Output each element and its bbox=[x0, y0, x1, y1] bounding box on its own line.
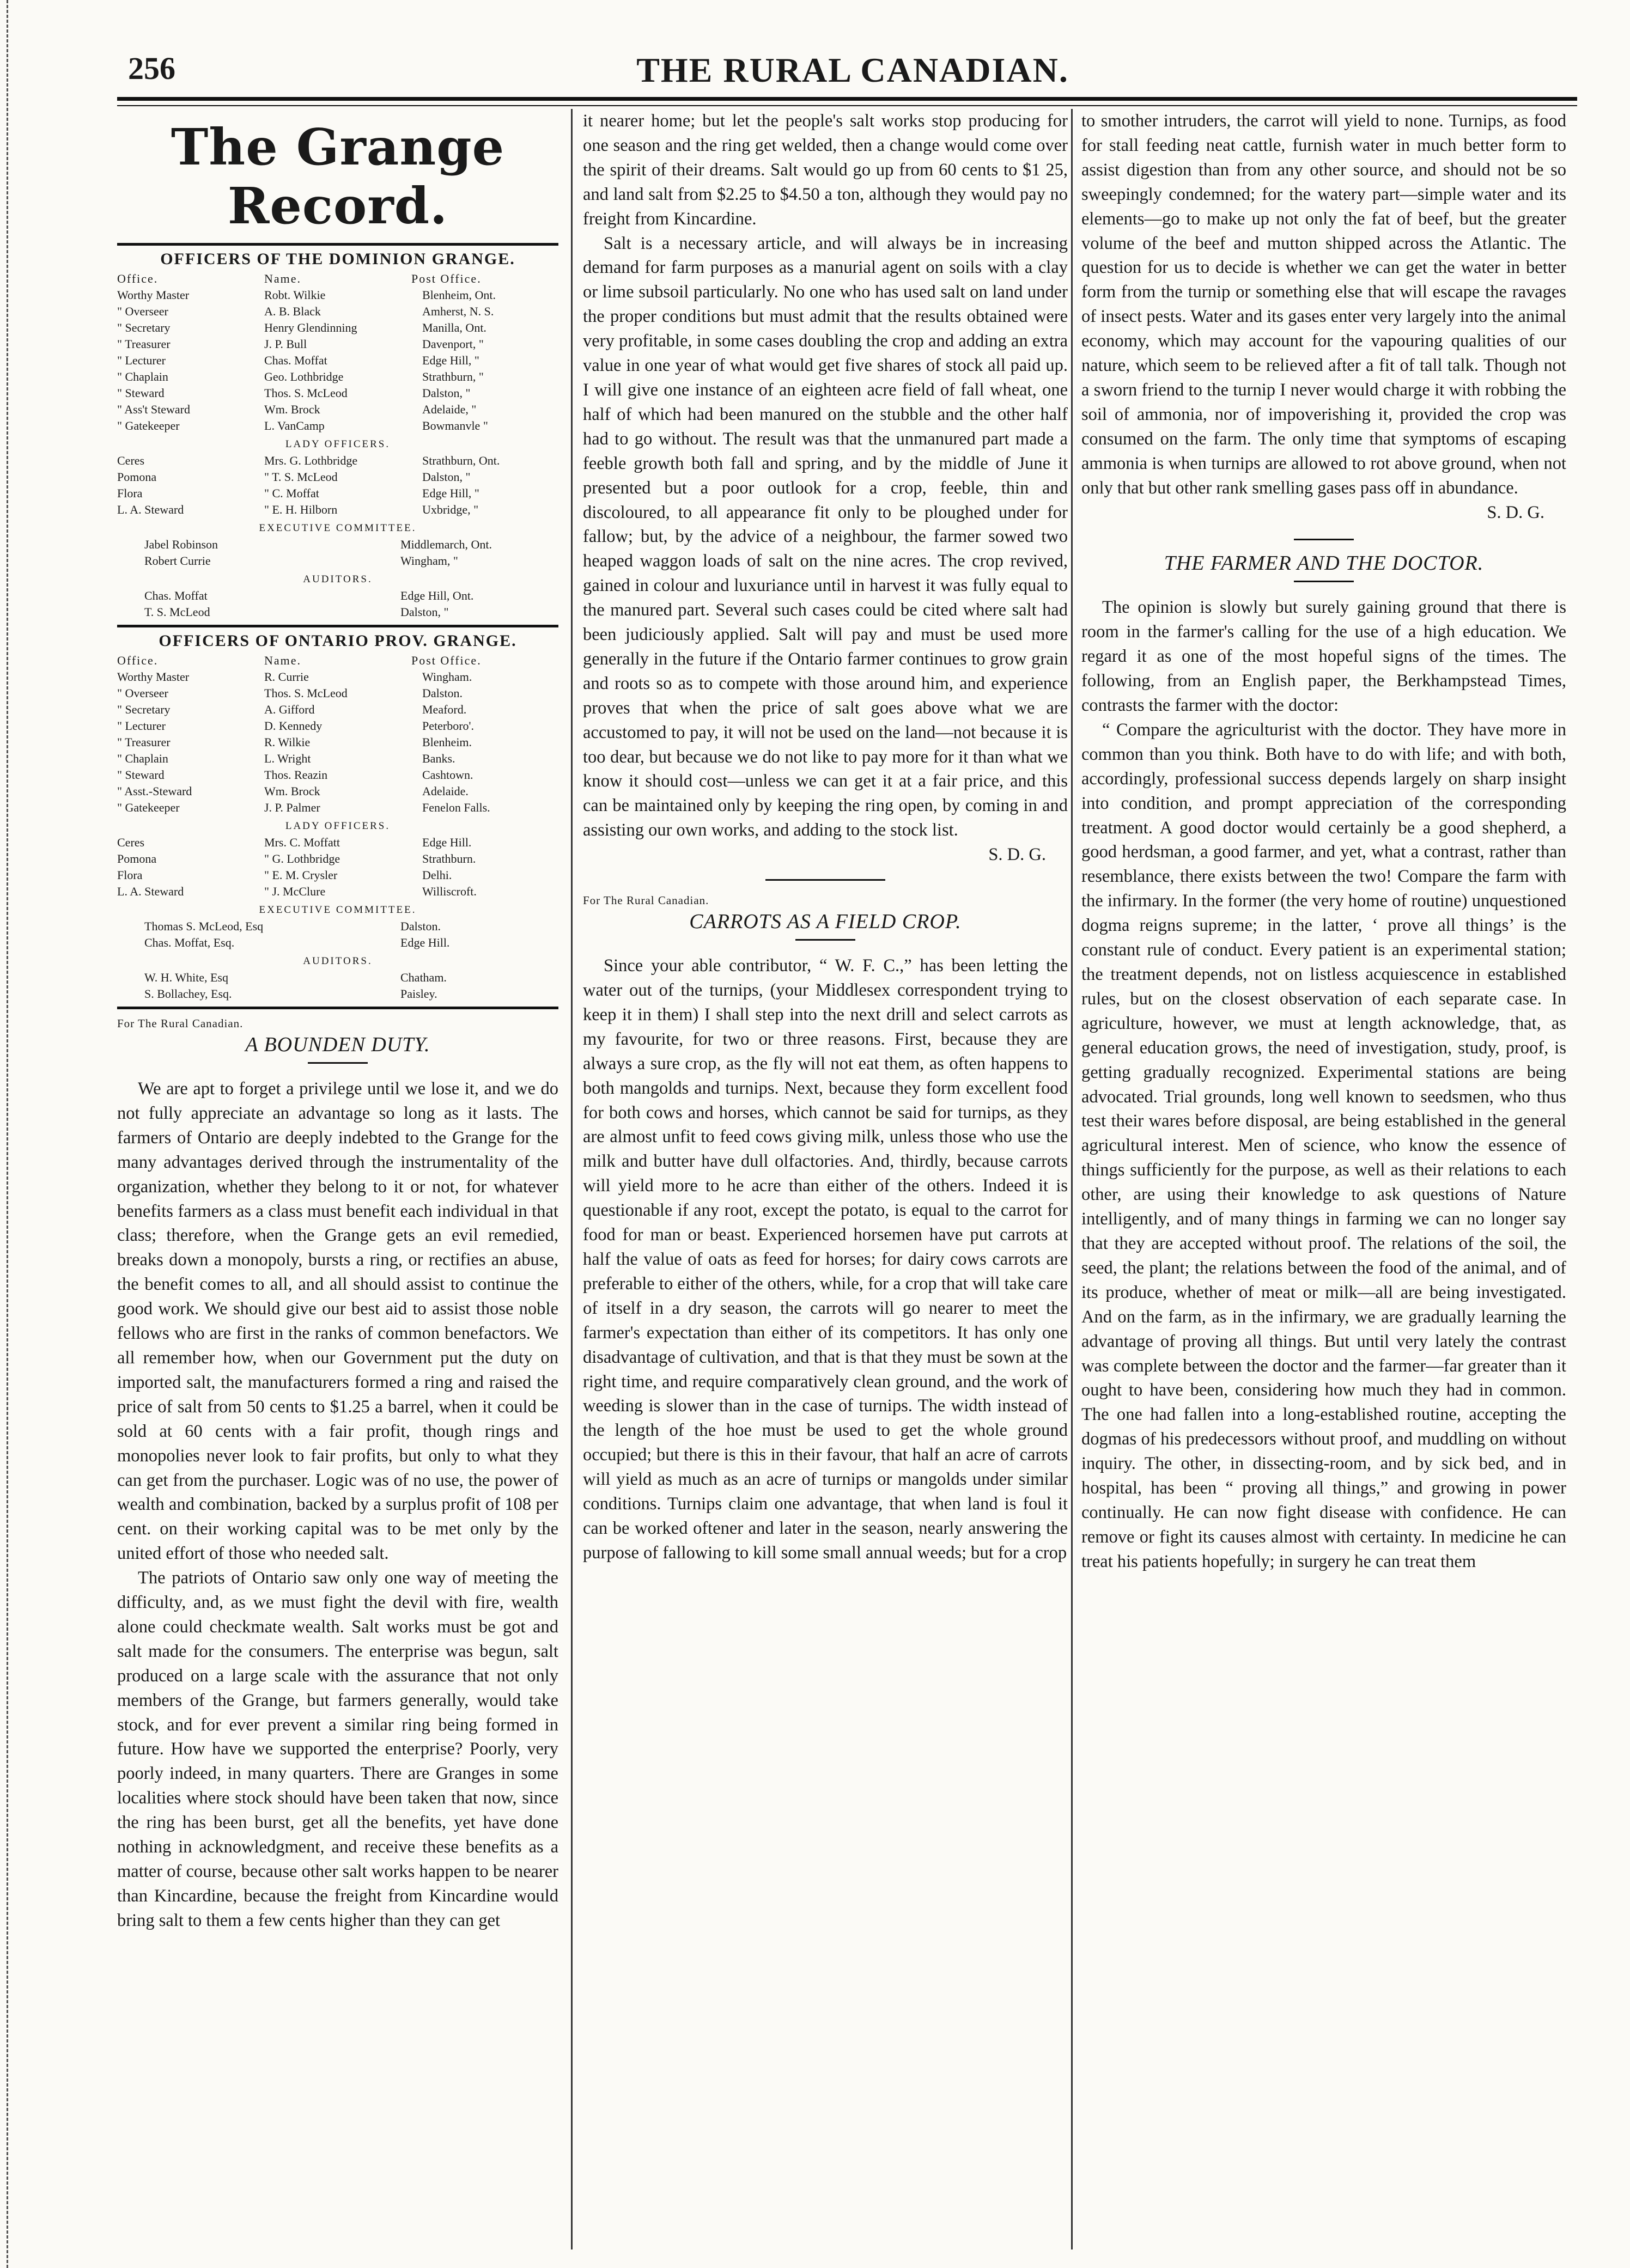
officer-row bbox=[117, 867, 558, 883]
officer-office: " Ass't Steward bbox=[117, 403, 190, 416]
column-1 bbox=[117, 109, 558, 2255]
officer-post-office: Adelaide. bbox=[422, 784, 469, 798]
article-body bbox=[583, 954, 1068, 1565]
officer-name: R. Currie bbox=[264, 670, 309, 684]
member-name: Chas. Moffat bbox=[144, 589, 208, 602]
officer-post-office: Banks. bbox=[422, 752, 455, 765]
article-body bbox=[1081, 595, 1566, 1574]
officer-row bbox=[117, 369, 558, 385]
officer-name: " T. S. McLeod bbox=[264, 470, 338, 484]
sub-heading: AUDITORS. bbox=[303, 574, 373, 585]
page-header bbox=[128, 50, 1577, 99]
column-header: Office. bbox=[117, 654, 159, 667]
article-body bbox=[117, 1077, 558, 1933]
member-row bbox=[117, 536, 558, 553]
member-name: Thomas S. McLeod, Esq bbox=[144, 919, 264, 933]
divider bbox=[117, 243, 558, 246]
officer-office: " Secretary bbox=[117, 703, 171, 716]
sub-heading: EXECUTIVE COMMITTEE. bbox=[259, 904, 417, 916]
column-header: Post Office. bbox=[411, 272, 482, 285]
paragraph bbox=[1081, 109, 1566, 525]
officer-name: " E. H. Hilborn bbox=[264, 503, 338, 516]
article-title: THE FARMER AND THE DOCTOR. bbox=[1164, 552, 1484, 575]
page-title: THE RURAL CANADIAN. bbox=[636, 51, 1069, 89]
officer-post-office: Edge Hill, " bbox=[422, 353, 479, 367]
officer-name: A. B. Black bbox=[264, 304, 321, 318]
paragraph: The patriots of Ontario saw only one way of meeting the difficulty, and, as we must fight the devil with fire, wealth alone could checkmate wealth. Salt works must be got and salt made for the consumers. The enterprise was begun, salt produced on a large scale with the assurance that not only members of the Grange, but farmers generally, would take stock, and for ever prevent a similar ring being formed in future. How have we supported the enterprise? Poorly, very poorly indeed, in many quarters. There are Granges in some localities where stock should have been taken that now, since the ring has been burst, get all the benefits, yet have done nothing in acknowledgment, and receive these benefits as a matter of course, because other salt works happen to be nearer than Kincardine, because the freight from Kincardine would bring salt to them a few cents higher than they can get bbox=[117, 1568, 558, 1930]
member-post-office: Middlemarch, Ont. bbox=[400, 538, 492, 551]
officer-row bbox=[117, 502, 558, 518]
member-name: Robert Currie bbox=[144, 554, 211, 568]
officer-office: " Gatekeeper bbox=[117, 801, 180, 814]
officer-post-office: Edge Hill. bbox=[422, 836, 472, 849]
member-name: Chas. Moffat, Esq. bbox=[144, 936, 235, 949]
officer-row bbox=[117, 767, 558, 783]
officer-office: L. A. Steward bbox=[117, 503, 184, 516]
column-header: Office. bbox=[117, 272, 159, 285]
officer-office: " Lecturer bbox=[117, 719, 166, 733]
officer-office: " Steward bbox=[117, 768, 165, 782]
column-header: Name. bbox=[264, 272, 302, 285]
officer-office: Flora bbox=[117, 486, 143, 500]
member-post-office: Dalston, " bbox=[400, 605, 449, 619]
column-rule bbox=[1071, 109, 1073, 2249]
auditor-list bbox=[117, 970, 558, 1002]
officer-office: " Chaplain bbox=[117, 370, 168, 383]
officer-row bbox=[117, 851, 558, 867]
article-end-rule bbox=[1294, 539, 1354, 540]
officer-post-office: Edge Hill, " bbox=[422, 486, 479, 500]
dominion-grange-officers bbox=[117, 250, 558, 620]
paragraph: it nearer home; but let the people's salt works stop producing for one season and the ring get welded, then a change would come over the spirit of their dreams. Salt would go up from 60 cents to $1 25, and land salt from $2.25 to $4.50 a ton, although they would pay no freight from Kincardine. bbox=[583, 111, 1068, 229]
officer-post-office: Blenheim, Ont. bbox=[422, 288, 496, 302]
member-post-office: Edge Hill. bbox=[400, 936, 450, 949]
officer-name: Thos. S. McLeod bbox=[264, 686, 348, 700]
officer-list bbox=[117, 669, 558, 816]
officer-post-office: Strathburn, " bbox=[422, 370, 484, 383]
officer-row bbox=[117, 485, 558, 502]
officer-name: D. Kennedy bbox=[264, 719, 323, 733]
officer-post-office: Cashtown. bbox=[422, 768, 473, 782]
officer-post-office: Amherst, N. S. bbox=[422, 304, 494, 318]
officer-office: Worthy Master bbox=[117, 288, 190, 302]
officer-row bbox=[117, 352, 558, 369]
sub-heading: LADY OFFICERS. bbox=[285, 438, 391, 450]
officer-name: Thos. Reazin bbox=[264, 768, 328, 782]
officer-row bbox=[117, 336, 558, 352]
paragraph: Since your able contributor, “ W. F. C.,” has been letting the water out of the turnips, (your Middlesex correspondent trying to keep it in them) I shall step into the next drill and select carrots as my favourite, for two or three reasons. First, because they are always a sure crop, as the fly will not eat them, as often happens to both mangolds and turnips. Next, because they form excellent food for both cows and horses, which cannot be said for turnips, as they are almost unfit to feed cows giving milk, unless those who use the milk and butter have dull olfactories. And, thirdly, because carrots will yield more to he acre than either of the others. Indeed it is questionable if any root, except the potato, is equal to the carrot for food for man or beast. Experienced horsemen have put carrots at half the value of oats as feed for horses; for dairy cows carrots are preferable to either of the others, while, for a crop that will take care of itself in a dry season, the carrots will go nearer to meet the farmer's expectation than either of its competitors. It has only one disadvantage of cultivation, and that is that they must be sown at the right time, and require comparatively clean ground, and the work of weeding is slower than in the case of turnips. The width instead of the length of the hoe must be used to get the whole ground occupied; but there is this in their favour, that half an acre of carrots will yield as much as an acre of turnips or mangolds under similar conditions. Turnips claim one advantage, that when land is foul it can be worked oftener and later in the season, nearly answering the purpose of fallowing to kill some small annual weeds; but for a crop bbox=[583, 956, 1068, 1563]
member-row bbox=[117, 935, 558, 951]
article-body-continued bbox=[1081, 109, 1566, 525]
paragraph-text: to smother intruders, the carrot will yield to none. Turnips, as food for stall feeding neat cattle, furnish water in much better form to assist digestion than from any other source, and should not be so sweepingly condemned; for the watery part—simple water and its elements—go to make up not only the fat of beef, but the greater volume of the beef and mutton shipped across the Atlantic. The question for us to decide is whether we can get the water in better form from the turnip or something else that will escape the ravages of insect pests. Water and its gases enter very largely into the animal economy, which may account for the vapouring qualities of our nature, which seem to be relieved after a fit of tall talk. Though not a sworn friend to the turnip I never would charge it with robbing the soil of ammonia, nor of impoverishing it, provided the crop was consumed on the farm. The only time that symptoms of escaping ammonia is when turnips are allowed to rot above ground, when not only that but other rank smelling gases pass off in abundance. bbox=[1081, 111, 1566, 498]
officer-row bbox=[117, 453, 558, 469]
officer-post-office: Williscroft. bbox=[422, 885, 477, 898]
officer-post-office: Dalston, " bbox=[422, 470, 471, 484]
officer-post-office: Uxbridge, " bbox=[422, 503, 479, 516]
officer-post-office: Strathburn. bbox=[422, 852, 476, 865]
title-rule bbox=[308, 1062, 368, 1064]
officer-post-office: Dalston, " bbox=[422, 386, 471, 400]
officer-post-office: Peterboro'. bbox=[422, 719, 474, 733]
paragraph-text: Salt is a necessary article, and will always be in increasing demand for farm purposes as a manurial agent on soils with a clay or lime subsoil particularly. No one who has used salt on land under the proper conditions but must admit that the results obtained were very profitable, in some cases doubling the crop and adding an extra value in one year of what would get five shares of stock all paid up. I will give one instance of an eighteen acre field of fall wheat, one half of which had been manured on the stubble and the other half had to go without. The result was that the unmanured part made a feeble growth both fall and spring, and by the middle of June it presented but a poor outlook for a crop, feeble, thin and discoloured, to all appearance fit only to be ploughed under for fallow; but, by the advice of a neighbour, the farmer sowed two heaped waggon loads of salt on the nine acres. The crop revived, gained in colour and luxuriance until in harvest it was fully equal to the manured part. Several such cases could be cited where salt had been judiciously applied. Salt will pay and must be used more generally in the future if the Ontario farmer continues to grow grain and roots so as to compete with those around him, and experience proves that when the price of salt goes above what we are accustomed to pay, it will not be used on the land—not because it is too dear, but because we do not like to pay more for it than what we know it should cost—unless we can get it at a fair price, and this can be maintained only by keeping the ring open, by coming in and assisting our own works, and adding to the stock list. bbox=[583, 233, 1068, 840]
officer-name: Wm. Brock bbox=[264, 403, 320, 416]
officer-row bbox=[117, 287, 558, 303]
signature: S. D. G. bbox=[988, 845, 1046, 865]
officer-post-office: Meaford. bbox=[422, 703, 467, 716]
signature: S. D. G. bbox=[1487, 502, 1544, 522]
member-post-office: Paisley. bbox=[400, 987, 437, 1001]
officer-name: Mrs. G. Lothbridge bbox=[264, 454, 358, 467]
officer-office: " Overseer bbox=[117, 304, 168, 318]
officer-name: Chas. Moffat bbox=[264, 353, 327, 367]
member-row bbox=[117, 588, 558, 604]
officer-name: Mrs. C. Moffatt bbox=[264, 836, 340, 849]
officer-row bbox=[117, 385, 558, 401]
column-header: Name. bbox=[264, 654, 302, 667]
member-name: W. H. White, Esq bbox=[144, 971, 228, 984]
officer-office: Ceres bbox=[117, 836, 145, 849]
officer-name: " E. M. Crysler bbox=[264, 868, 338, 882]
officer-name: Wm. Brock bbox=[264, 784, 320, 798]
auditor-list bbox=[117, 588, 558, 620]
page-number: 256 bbox=[128, 51, 175, 86]
officer-list bbox=[117, 287, 558, 434]
officer-row bbox=[117, 469, 558, 485]
officer-name: J. P. Palmer bbox=[264, 801, 320, 814]
officer-row bbox=[117, 834, 558, 851]
member-post-office: Chatham. bbox=[400, 971, 447, 984]
article-credit: For The Rural Canadian. bbox=[117, 1017, 244, 1030]
section-heading: OFFICERS OF THE DOMINION GRANGE. bbox=[160, 250, 515, 268]
officer-row bbox=[117, 303, 558, 320]
officer-name: Thos. S. McLeod bbox=[264, 386, 348, 400]
officer-row bbox=[117, 685, 558, 702]
officer-post-office: Delhi. bbox=[422, 868, 452, 882]
officer-row bbox=[117, 734, 558, 751]
member-row bbox=[117, 970, 558, 986]
officer-post-office: Adelaide, " bbox=[422, 403, 477, 416]
officer-row bbox=[117, 783, 558, 800]
officer-name: " C. Moffat bbox=[264, 486, 319, 500]
officer-office: Pomona bbox=[117, 852, 157, 865]
ontario-grange-officers bbox=[117, 632, 558, 1002]
member-name: S. Bollachey, Esq. bbox=[144, 987, 232, 1001]
divider bbox=[117, 625, 558, 627]
paragraph: We are apt to forget a privilege until we lose it, and we do not fully appreciate an advantage so long as it lasts. The farmers of Ontario are deeply indebted to the Grange for the many advantages derived through the instrumentality of the organization, whether they belong to it or not, for whatever benefits farmers as a class must benefit each individual in that class; therefore, when the Grange gets an evil remedied, breaks down a monopoly, bursts a ring, or rectifies an abuse, the benefit comes to all, and all should assist to continue the good work. We should give our best aid to assist those noble fellows who are first in the ranks of common benefactors. We all remember how, when our Government put the duty on imported salt, the manufacturers formed a ring and raised the price of salt from 50 cents to $1.25 a barrel, when it could be sold at 60 cents with a fair profit, though rings and monopolies never look to fair profits, but only to what they can get from the purchaser. Logic was of no use, the power of wealth and combination, backed by a surplus profit of 108 per cent. on their working capital was to be met only by the united effort of those who needed salt. bbox=[117, 1079, 558, 1564]
officer-office: Pomona bbox=[117, 470, 157, 484]
officer-columns bbox=[117, 272, 558, 286]
grange-record-title: The Grange Record. bbox=[171, 118, 505, 235]
officer-name: L. VanCamp bbox=[264, 419, 325, 432]
officer-name: Geo. Lothbridge bbox=[264, 370, 344, 383]
officer-post-office: Bowmanvle " bbox=[422, 419, 488, 432]
paragraph bbox=[583, 231, 1068, 868]
officer-office: " Lecturer bbox=[117, 353, 166, 367]
divider bbox=[117, 1007, 558, 1009]
member-row bbox=[117, 918, 558, 935]
officer-office: Flora bbox=[117, 868, 143, 882]
column-rule bbox=[571, 109, 573, 2249]
officer-name: R. Wilkie bbox=[264, 735, 311, 749]
paragraph: “ Compare the agriculturist with the doctor. They have more in common than you think. Both have to do with life; and with both, accordingly, professional success depends largely on sharp insight into condition, and prompt appreciation of the corresponding treatment. A good doctor would certainly be a good shepherd, a good herdsman, a good farmer, and yet, what a contrast, rather than resemblance, there exists between the two! Compare the farm with the infirmary. In the former (the very home of routine) unquestioned dogma reigns supreme; in the latter, ‘ prove all things’ is the constant rule of conduct. Every patient is an experimental station; the treatment depends, not on listless acquiescence in established rules, but on the closest observation of each separate case. In agriculture, however, we must at length acknowledge, that, as general education grows, the need of investigation, study, proof, is getting gradually recognized. Experimental stations are being advocated. Trial grounds, long well known to seedsmen, who thus test their wares before disposal, are being established in the general agricultural interest. Men of science, who know the essence of things sufficiently for the purpose, as well as their relations to each other, are using their knowledge to ask questions of Nature intelligently, and of many things in farming we can no longer say that they are accepted without proof. The relations of the soil, the seed, the plant; the relations between the food of the animal, and of its produce, whether of meat or milk—all are being investigated. And on the farm, as in the infirmary, we are gradually learning the advantage of proving all things. But until very lately the contrast was complete between the doctor and the farmer—far greater than it ought to have been, considering how much they had in common. The one had fallen into a long-established routine, accepting the dogmas of his predecessors without proof, and muddling on without inquiry. The other, in dissecting-room, and by sick bed, and in hospital, has been “ proving all things,” and growing in power continually. He can now fight disease with confidence. He can remove or fight its causes almost with certainty. In medicine he can treat his patients hopefully; in surgery he can treat them bbox=[1081, 720, 1566, 1571]
scan-edge bbox=[0, 0, 8, 2268]
lady-officer-list bbox=[117, 453, 558, 518]
title-rule bbox=[1294, 581, 1354, 582]
article-credit: For The Rural Canadian. bbox=[583, 894, 709, 907]
column-header: Post Office. bbox=[411, 654, 482, 667]
officer-post-office: Manilla, Ont. bbox=[422, 321, 486, 334]
article-body-continued bbox=[583, 109, 1068, 867]
officer-name: J. P. Bull bbox=[264, 337, 307, 351]
executive-list bbox=[117, 918, 558, 951]
officer-post-office: Strathburn, Ont. bbox=[422, 454, 500, 467]
officer-office: Ceres bbox=[117, 454, 145, 467]
member-name: Jabel Robinson bbox=[144, 538, 218, 551]
member-row bbox=[117, 553, 558, 569]
officer-row bbox=[117, 418, 558, 434]
article-title: CARROTS AS A FIELD CROP. bbox=[689, 910, 962, 934]
officer-office: " Treasurer bbox=[117, 735, 171, 749]
officer-office: " Steward bbox=[117, 386, 165, 400]
sub-heading: LADY OFFICERS. bbox=[285, 820, 391, 832]
title-rule bbox=[795, 939, 855, 941]
officer-name: " J. McClure bbox=[264, 885, 326, 898]
officer-office: " Gatekeeper bbox=[117, 419, 180, 432]
officer-post-office: Fenelon Falls. bbox=[422, 801, 490, 814]
article-end-rule bbox=[765, 879, 885, 881]
member-row bbox=[117, 986, 558, 1002]
officer-row bbox=[117, 718, 558, 734]
officer-post-office: Wingham. bbox=[422, 670, 472, 684]
officer-office: Worthy Master bbox=[117, 670, 190, 684]
officer-row bbox=[117, 401, 558, 418]
officer-row bbox=[117, 883, 558, 900]
member-name: T. S. McLeod bbox=[144, 605, 210, 619]
officer-office: " Asst.-Steward bbox=[117, 784, 192, 798]
column-3 bbox=[1081, 109, 1566, 2255]
officer-row bbox=[117, 751, 558, 767]
section-heading: OFFICERS OF ONTARIO PROV. GRANGE. bbox=[159, 632, 517, 650]
lady-officer-list bbox=[117, 834, 558, 900]
sub-heading: AUDITORS. bbox=[303, 955, 373, 967]
officer-row bbox=[117, 702, 558, 718]
member-post-office: Dalston. bbox=[400, 919, 441, 933]
officer-row bbox=[117, 800, 558, 816]
member-row bbox=[117, 604, 558, 620]
officer-office: " Treasurer bbox=[117, 337, 171, 351]
officer-post-office: Blenheim. bbox=[422, 735, 472, 749]
officer-name: Henry Glendinning bbox=[264, 321, 357, 334]
officer-name: Robt. Wilkie bbox=[264, 288, 326, 302]
officer-office: " Secretary bbox=[117, 321, 171, 334]
column-2 bbox=[583, 109, 1068, 2255]
officer-row bbox=[117, 669, 558, 685]
member-post-office: Wingham, " bbox=[400, 554, 458, 568]
officer-columns bbox=[117, 654, 558, 668]
officer-office: " Overseer bbox=[117, 686, 168, 700]
paragraph: The opinion is slowly but surely gaining ground that there is room in the farmer's calling for the use of a high education. We regard it as one of the most hopeful signs of the times. The following, from an English paper, the Berkhampstead Times, contrasts the farmer with the doctor: bbox=[1081, 598, 1566, 716]
officer-office: L. A. Steward bbox=[117, 885, 184, 898]
officer-row bbox=[117, 320, 558, 336]
officer-name: " G. Lothbridge bbox=[264, 852, 340, 865]
header-rule bbox=[117, 97, 1577, 106]
officer-office: " Chaplain bbox=[117, 752, 168, 765]
article-title: A BOUNDEN DUTY. bbox=[245, 1033, 430, 1056]
member-post-office: Edge Hill, Ont. bbox=[400, 589, 474, 602]
sub-heading: EXECUTIVE COMMITTEE. bbox=[259, 522, 417, 534]
officer-post-office: Davenport, " bbox=[422, 337, 484, 351]
officer-post-office: Dalston. bbox=[422, 686, 463, 700]
officer-name: L. Wright bbox=[264, 752, 311, 765]
officer-name: A. Gifford bbox=[264, 703, 315, 716]
executive-list bbox=[117, 536, 558, 569]
